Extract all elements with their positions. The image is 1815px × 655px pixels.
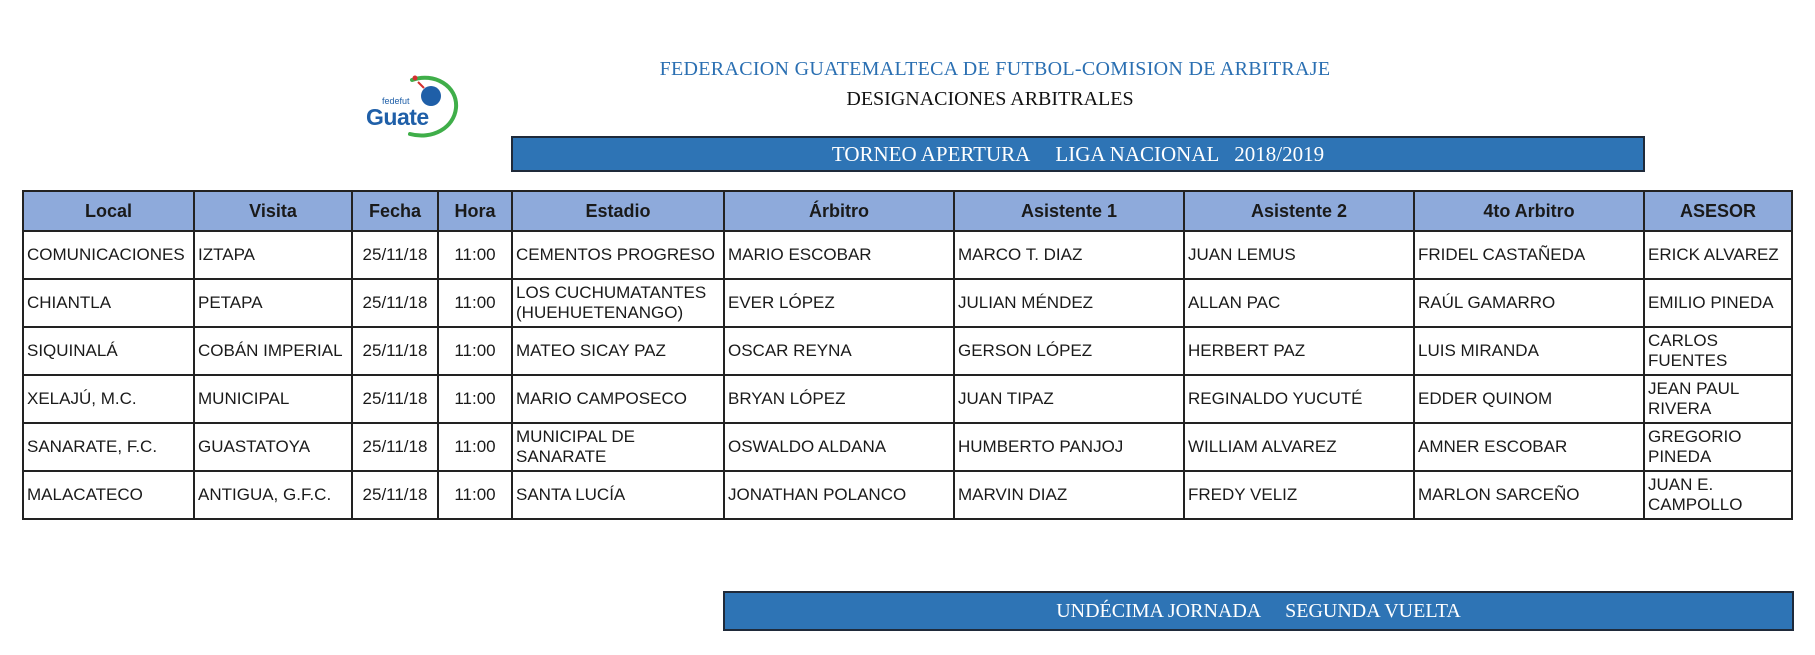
column-header-arbitro: Árbitro <box>724 191 954 231</box>
table-row <box>23 423 1792 471</box>
cell-local: XELAJÚ, M.C. <box>23 375 194 423</box>
cell-estadio: MATEO SICAY PAZ <box>512 327 724 375</box>
cell-fecha: 25/11/18 <box>352 375 438 423</box>
cell-hora: 11:00 <box>438 375 512 423</box>
tournament-banner <box>511 136 1645 172</box>
cell-fecha: 25/11/18 <box>352 471 438 519</box>
cell-fecha: 25/11/18 <box>352 231 438 279</box>
cell-asistente-1: GERSON LÓPEZ <box>954 327 1184 375</box>
cell-asesor: ERICK ALVAREZ <box>1644 231 1792 279</box>
cell-fecha: 25/11/18 <box>352 279 438 327</box>
cell-4to-arbitro: AMNER ESCOBAR <box>1414 423 1644 471</box>
cell-4to-arbitro: FRIDEL CASTAÑEDA <box>1414 231 1644 279</box>
cell-arbitro: OSCAR REYNA <box>724 327 954 375</box>
cell-asistente-2: JUAN LEMUS <box>1184 231 1414 279</box>
column-header-visita: Visita <box>194 191 352 231</box>
cell-visita: COBÁN IMPERIAL <box>194 327 352 375</box>
table-row <box>23 471 1792 519</box>
cell-4to-arbitro: RAÚL GAMARRO <box>1414 279 1644 327</box>
table-header-row <box>23 191 1792 231</box>
table-row <box>23 327 1792 375</box>
column-header-local: Local <box>23 191 194 231</box>
designations-subtitle: DESIGNACIONES ARBITRALES <box>846 88 1134 110</box>
cell-local: SIQUINALÁ <box>23 327 194 375</box>
logo-big-text: Guate <box>366 104 429 130</box>
cell-visita: IZTAPA <box>194 231 352 279</box>
cell-arbitro: BRYAN LÓPEZ <box>724 375 954 423</box>
cell-visita: GUASTATOYA <box>194 423 352 471</box>
cell-hora: 11:00 <box>438 279 512 327</box>
cell-arbitro: MARIO ESCOBAR <box>724 231 954 279</box>
cell-asistente-1: HUMBERTO PANJOJ <box>954 423 1184 471</box>
cell-4to-arbitro: EDDER QUINOM <box>1414 375 1644 423</box>
cell-asesor: EMILIO PINEDA <box>1644 279 1792 327</box>
cell-fecha: 25/11/18 <box>352 327 438 375</box>
cell-hora: 11:00 <box>438 471 512 519</box>
cell-visita: PETAPA <box>194 279 352 327</box>
cell-local: MALACATECO <box>23 471 194 519</box>
table-row <box>23 231 1792 279</box>
cell-asesor: GREGORIO PINEDA <box>1644 423 1792 471</box>
cell-hora: 11:00 <box>438 327 512 375</box>
cell-asistente-2: FREDY VELIZ <box>1184 471 1414 519</box>
column-header-hora: Hora <box>438 191 512 231</box>
cell-4to-arbitro: LUIS MIRANDA <box>1414 327 1644 375</box>
cell-asistente-2: ALLAN PAC <box>1184 279 1414 327</box>
cell-asesor: JEAN PAUL RIVERA <box>1644 375 1792 423</box>
table-row <box>23 279 1792 327</box>
column-header-asistente-2: Asistente 2 <box>1184 191 1414 231</box>
cell-fecha: 25/11/18 <box>352 423 438 471</box>
cell-asistente-2: HERBERT PAZ <box>1184 327 1414 375</box>
column-header-4to-arbitro: 4to Arbitro <box>1414 191 1644 231</box>
cell-local: SANARATE, F.C. <box>23 423 194 471</box>
cell-estadio: MUNICIPAL DE SANARATE <box>512 423 724 471</box>
cell-asesor: JUAN E. CAMPOLLO <box>1644 471 1792 519</box>
cell-visita: ANTIGUA, G.F.C. <box>194 471 352 519</box>
cell-visita: MUNICIPAL <box>194 375 352 423</box>
cell-asistente-1: JUAN TIPAZ <box>954 375 1184 423</box>
cell-arbitro: EVER LÓPEZ <box>724 279 954 327</box>
federation-title: FEDERACION GUATEMALTECA DE FUTBOL-COMISION DE ARBITRAJE <box>659 58 1331 80</box>
tournament-banner-text: TORNEO APERTURA LIGA NACIONAL 2018/2019 <box>831 141 1325 166</box>
column-header-fecha: Fecha <box>352 191 438 231</box>
cell-asistente-2: WILLIAM ALVAREZ <box>1184 423 1414 471</box>
column-header-asesor: ASESOR <box>1644 191 1792 231</box>
logo-small-text: fedefut <box>382 96 410 106</box>
round-banner-text: UNDÉCIMA JORNADA SEGUNDA VUELTA <box>1056 599 1461 622</box>
designations-table <box>22 190 1793 520</box>
cell-estadio: CEMENTOS PROGRESO <box>512 231 724 279</box>
cell-estadio: MARIO CAMPOSECO <box>512 375 724 423</box>
cell-4to-arbitro: MARLON SARCEÑO <box>1414 471 1644 519</box>
table-row <box>23 375 1792 423</box>
cell-local: COMUNICACIONES <box>23 231 194 279</box>
cell-asistente-2: REGINALDO YUCUTÉ <box>1184 375 1414 423</box>
cell-hora: 11:00 <box>438 231 512 279</box>
cell-asistente-1: MARCO T. DIAZ <box>954 231 1184 279</box>
cell-local: CHIANTLA <box>23 279 194 327</box>
cell-arbitro: JONATHAN POLANCO <box>724 471 954 519</box>
cell-estadio: LOS CUCHUMATANTES (HUEHUETENANGO) <box>512 279 724 327</box>
cell-arbitro: OSWALDO ALDANA <box>724 423 954 471</box>
cell-asistente-1: MARVIN DIAZ <box>954 471 1184 519</box>
cell-hora: 11:00 <box>438 423 512 471</box>
column-header-estadio: Estadio <box>512 191 724 231</box>
column-header-asistente-1: Asistente 1 <box>954 191 1184 231</box>
cell-asesor: CARLOS FUENTES <box>1644 327 1792 375</box>
cell-asistente-1: JULIAN MÉNDEZ <box>954 279 1184 327</box>
fedefut-guate-logo <box>360 66 470 142</box>
cell-estadio: SANTA LUCÍA <box>512 471 724 519</box>
round-banner <box>723 591 1794 631</box>
